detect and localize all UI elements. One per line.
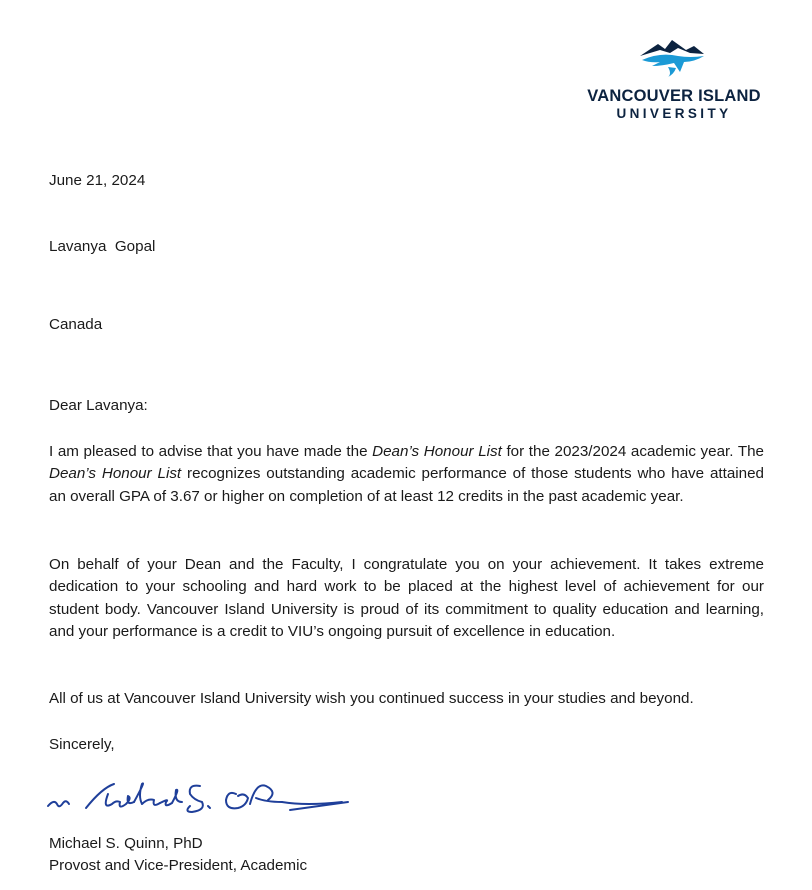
letter-date: June 21, 2024 (49, 172, 146, 189)
p1-text-a: I am pleased to advise that you have made the (49, 443, 373, 460)
handwritten-signature (42, 772, 352, 834)
recipient-name: Lavanya Gopal (49, 238, 156, 255)
paragraph-honour-list (49, 441, 764, 508)
mountain-bird-logo-icon (638, 36, 708, 78)
recipient-country: Canada (49, 316, 103, 333)
p1-text-e: recognizes outstanding academic performance of those students who have attained an overall GPA of 3.67 or higher on completion of at least 12 credits in the past academic year. (49, 465, 764, 505)
salutation: Dear Lavanya: (49, 397, 148, 414)
university-logo (578, 34, 768, 126)
deans-honour-list-emphasis: Dean’s Honour List (49, 465, 182, 483)
closing: Sincerely, (49, 736, 115, 753)
signer-title: Provost and Vice-President, Academic (49, 857, 308, 874)
paragraph-congratulations: On behalf of your Dean and the Faculty, I congratulate you on your achievement. It takes extreme dedication to your schooling and hard work to be placed at the highest level of achievement for our student body. Vancouver Island University is proud of its commitment to quality education and learning, and your performance is a credit to VIU’s ongoing pursuit of excellence in education. (49, 556, 764, 641)
logo-text-secondary: UNIVERSITY (616, 106, 732, 121)
deans-honour-list-emphasis: Dean’s Honour List (372, 443, 502, 460)
logo-text-primary: VANCOUVER ISLAND (587, 87, 761, 105)
paragraph-wishes: All of us at Vancouver Island University wish you continued success in your studies and beyond. (49, 690, 694, 707)
p1-text-c: for the 2023/2024 academic year. The (501, 443, 764, 460)
signer-name: Michael S. Quinn, PhD (49, 835, 203, 852)
